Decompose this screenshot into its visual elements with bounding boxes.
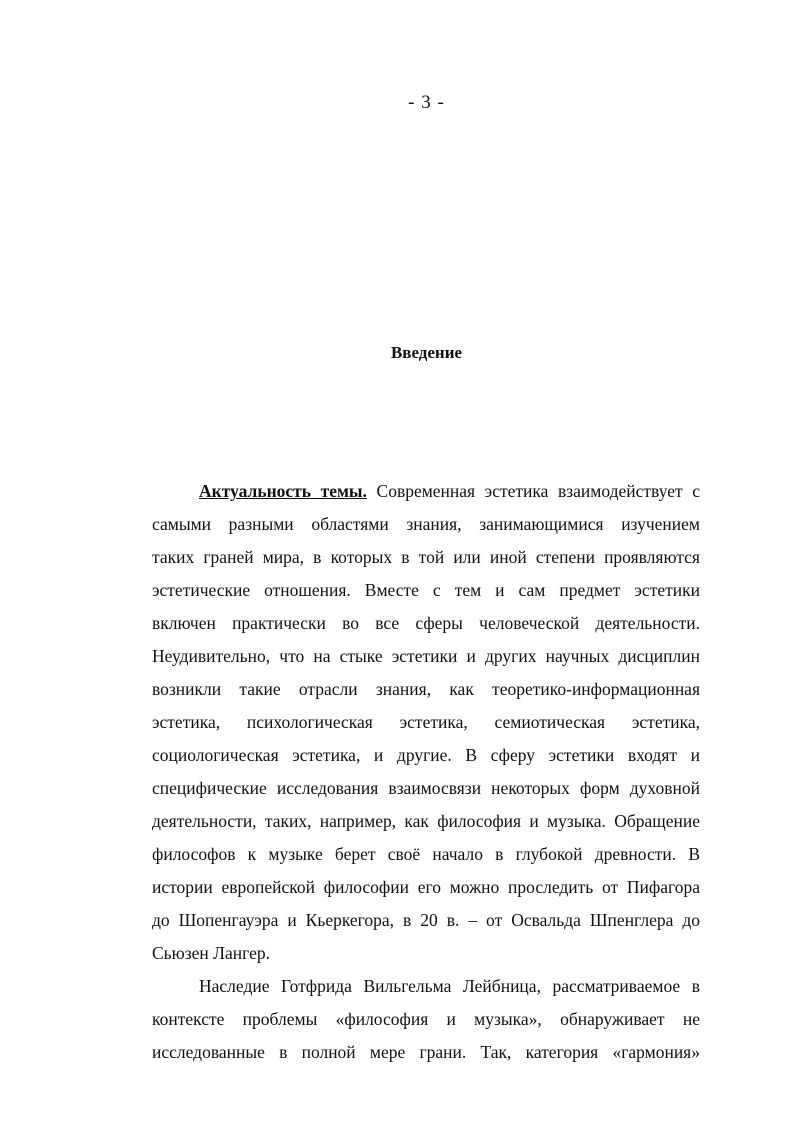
- text-line: таких граней мира, в которых в той или иной степени проявляются: [152, 547, 700, 567]
- text-line: возникли такие отрасли знания, как теоретико-информационная: [152, 679, 700, 699]
- text-line: самыми разными областями знания, занимающимися изучением: [152, 514, 700, 534]
- text-line: Наследие Готфрида Вильгельма Лейбница, рассматриваемое в: [199, 976, 700, 996]
- text-line: философов к музыке берет своё начало в глубокой древности. В: [152, 844, 700, 864]
- text-line: [152, 475, 700, 508]
- text-line: эстетические отношения. Вместе с тем и сам предмет эстетики: [152, 580, 700, 600]
- text-line: истории европейской философии его можно проследить от Пифагора: [152, 877, 700, 897]
- text-line: контексте проблемы «философия и музыка», обнаруживает не: [152, 1009, 700, 1029]
- body-text: [152, 475, 700, 1069]
- text-line: исследованные в полной мере грани. Так, категория «гармония»: [152, 1042, 700, 1062]
- text-line: включен практически во все сферы человеческой деятельности.: [152, 613, 700, 633]
- text-line: социологическая эстетика, и другие. В сферу эстетики входят и: [152, 745, 700, 765]
- page-number: - 3 -: [408, 92, 445, 113]
- text-line: Неудивительно, что на стыке эстетики и других научных дисциплин: [152, 646, 700, 666]
- text-line: специфические исследования взаимосвязи некоторых форм духовной: [152, 778, 700, 798]
- lead-heading: Актуальность темы.: [199, 481, 367, 501]
- text-line: деятельности, таких, например, как философия и музыка. Обращение: [152, 811, 700, 831]
- section-title: Введение: [390, 343, 463, 362]
- text-line: Сьюзен Лангер.: [152, 943, 270, 963]
- text-line: до Шопенгауэра и Кьеркегора, в 20 в. – от Освальда Шпенглера до: [152, 910, 700, 930]
- text-fragment: Современная эстетика взаимодействует с: [366, 481, 700, 501]
- text-line: эстетика, психологическая эстетика, семиотическая эстетика,: [152, 712, 700, 732]
